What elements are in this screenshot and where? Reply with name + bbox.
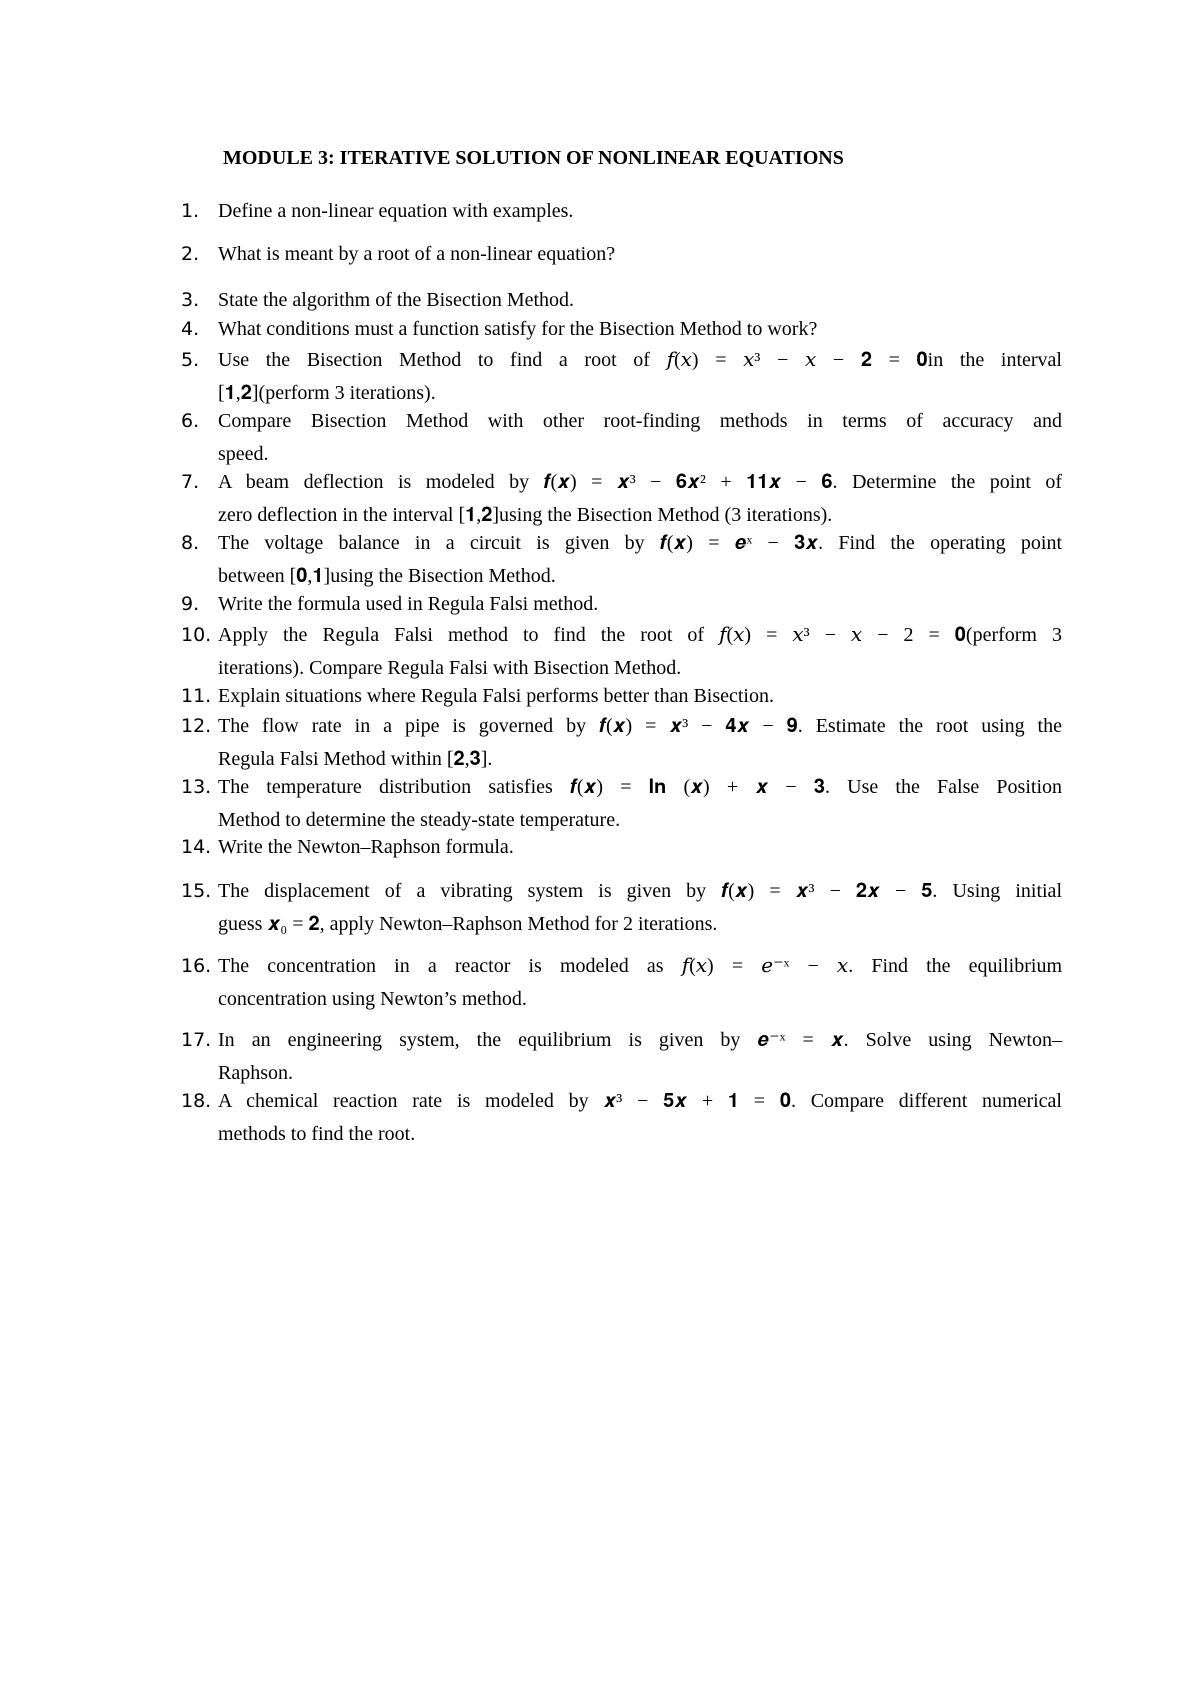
question-number: 6. bbox=[181, 410, 200, 432]
question-line: methods to find the root. bbox=[218, 1123, 416, 1145]
question-text bbox=[218, 1085, 1062, 1151]
question-line: Regula Falsi Method within [𝟐,𝟑]. bbox=[218, 748, 493, 770]
question-number: 14. bbox=[181, 836, 212, 858]
question-text bbox=[218, 588, 1062, 621]
question-line: Apply the Regula Falsi method to find the root of 𝑓(𝑥) = 𝑥³ − 𝑥 − 2 = 𝟎(perform 3 bbox=[218, 624, 1062, 646]
question-text bbox=[218, 619, 1062, 685]
question-item bbox=[181, 195, 1062, 228]
question-text bbox=[218, 466, 1062, 532]
question-item bbox=[181, 680, 1062, 713]
question-line: Explain situations where Regula Falsi performs better than Bisection. bbox=[218, 685, 774, 707]
question-line: The concentration in a reactor is modeled as 𝑓(𝑥) = 𝑒⁻ˣ − 𝑥. Find the equilibrium bbox=[218, 955, 1062, 977]
question-line: A beam deflection is modeled by 𝒇(𝒙) = 𝒙³ − 𝟔𝒙² + 𝟏𝟏𝒙 − 𝟔. Determine the point of bbox=[218, 471, 1062, 493]
question-line: What conditions must a function satisfy for the Bisection Method to work? bbox=[218, 318, 818, 340]
question-item bbox=[181, 405, 1062, 471]
question-item bbox=[181, 710, 1062, 776]
page-title: MODULE 3: ITERATIVE SOLUTION OF NONLINEAR EQUATIONS bbox=[223, 147, 844, 169]
question-line: A chemical reaction rate is modeled by 𝒙³ − 𝟓𝒙 + 𝟏 = 𝟎. Compare different numerical bbox=[218, 1090, 1062, 1112]
question-item bbox=[181, 831, 1062, 864]
question-number: 9. bbox=[181, 593, 200, 615]
question-line: between [𝟎,𝟏]using the Bisection Method. bbox=[218, 565, 556, 587]
question-number: 1. bbox=[181, 200, 200, 222]
question-item bbox=[181, 1024, 1062, 1090]
question-number: 12. bbox=[181, 715, 212, 737]
question-number: 3. bbox=[181, 289, 200, 311]
question-line: State the algorithm of the Bisection Method. bbox=[218, 289, 575, 311]
question-text bbox=[218, 238, 1062, 271]
question-line: The flow rate in a pipe is governed by 𝒇(𝒙) = 𝒙³ − 𝟒𝒙 − 𝟗. Estimate the root using the bbox=[218, 715, 1062, 737]
question-number: 2. bbox=[181, 243, 200, 265]
question-number: 4. bbox=[181, 318, 200, 340]
question-number: 11. bbox=[181, 685, 212, 707]
question-item bbox=[181, 313, 1062, 346]
question-item bbox=[181, 619, 1062, 685]
question-item bbox=[181, 527, 1062, 593]
question-item bbox=[181, 238, 1062, 271]
question-line: guess 𝒙₀ = 𝟐, apply Newton–Raphson Method for 2 iterations. bbox=[218, 913, 718, 935]
question-line: Method to determine the steady-state temperature. bbox=[218, 809, 621, 831]
question-text bbox=[218, 344, 1062, 410]
question-text bbox=[218, 527, 1062, 593]
question-text bbox=[218, 195, 1062, 228]
question-number: 13. bbox=[181, 776, 212, 798]
question-number: 7. bbox=[181, 471, 200, 493]
question-line: The temperature distribution satisfies 𝒇(𝒙) = 𝐥𝐧 (𝒙) + 𝒙 − 𝟑. Use the False Position bbox=[218, 776, 1062, 798]
question-line: concentration using Newton’s method. bbox=[218, 988, 527, 1010]
question-text bbox=[218, 831, 1062, 864]
question-number: 16. bbox=[181, 955, 212, 977]
question-item bbox=[181, 466, 1062, 532]
question-number: 18. bbox=[181, 1090, 212, 1112]
question-item bbox=[181, 1085, 1062, 1151]
question-line: Compare Bisection Method with other root-finding methods in terms of accuracy and bbox=[218, 410, 1062, 432]
question-number: 5. bbox=[181, 349, 200, 371]
question-line: In an engineering system, the equilibrium is given by 𝒆⁻ˣ = 𝒙. Solve using Newton– bbox=[218, 1029, 1062, 1051]
question-line: Use the Bisection Method to find a root of 𝑓(𝑥) = 𝑥³ − 𝑥 − 𝟐 = 𝟎in the interval bbox=[218, 349, 1062, 371]
question-item bbox=[181, 875, 1062, 941]
question-line: Raphson. bbox=[218, 1062, 293, 1084]
question-text bbox=[218, 710, 1062, 776]
question-line: What is meant by a root of a non-linear equation? bbox=[218, 243, 616, 265]
question-line: Write the Newton–Raphson formula. bbox=[218, 836, 514, 858]
question-line: The displacement of a vibrating system is given by 𝒇(𝒙) = 𝒙³ − 𝟐𝒙 − 𝟓. Using initial bbox=[218, 880, 1062, 902]
question-item bbox=[181, 950, 1062, 1016]
question-line: Write the formula used in Regula Falsi method. bbox=[218, 593, 599, 615]
question-number: 8. bbox=[181, 532, 200, 554]
question-text bbox=[218, 950, 1062, 1016]
question-text bbox=[218, 680, 1062, 713]
question-text bbox=[218, 405, 1062, 471]
question-number: 10. bbox=[181, 624, 212, 646]
question-item bbox=[181, 771, 1062, 837]
question-text bbox=[218, 1024, 1062, 1090]
question-line: speed. bbox=[218, 443, 269, 465]
question-item bbox=[181, 588, 1062, 621]
question-line: The voltage balance in a circuit is given by 𝒇(𝒙) = 𝒆ˣ − 𝟑𝒙. Find the operating point bbox=[218, 532, 1062, 554]
question-line: iterations). Compare Regula Falsi with Bisection Method. bbox=[218, 657, 682, 679]
question-line: Define a non-linear equation with examples. bbox=[218, 200, 574, 222]
question-line: zero deflection in the interval [𝟏,𝟐]using the Bisection Method (3 iterations). bbox=[218, 504, 833, 526]
question-text bbox=[218, 771, 1062, 837]
question-number: 15. bbox=[181, 880, 212, 902]
question-text bbox=[218, 313, 1062, 346]
question-number: 17. bbox=[181, 1029, 212, 1051]
question-text bbox=[218, 875, 1062, 941]
question-line: [𝟏,𝟐](perform 3 iterations). bbox=[218, 382, 436, 404]
question-item bbox=[181, 344, 1062, 410]
